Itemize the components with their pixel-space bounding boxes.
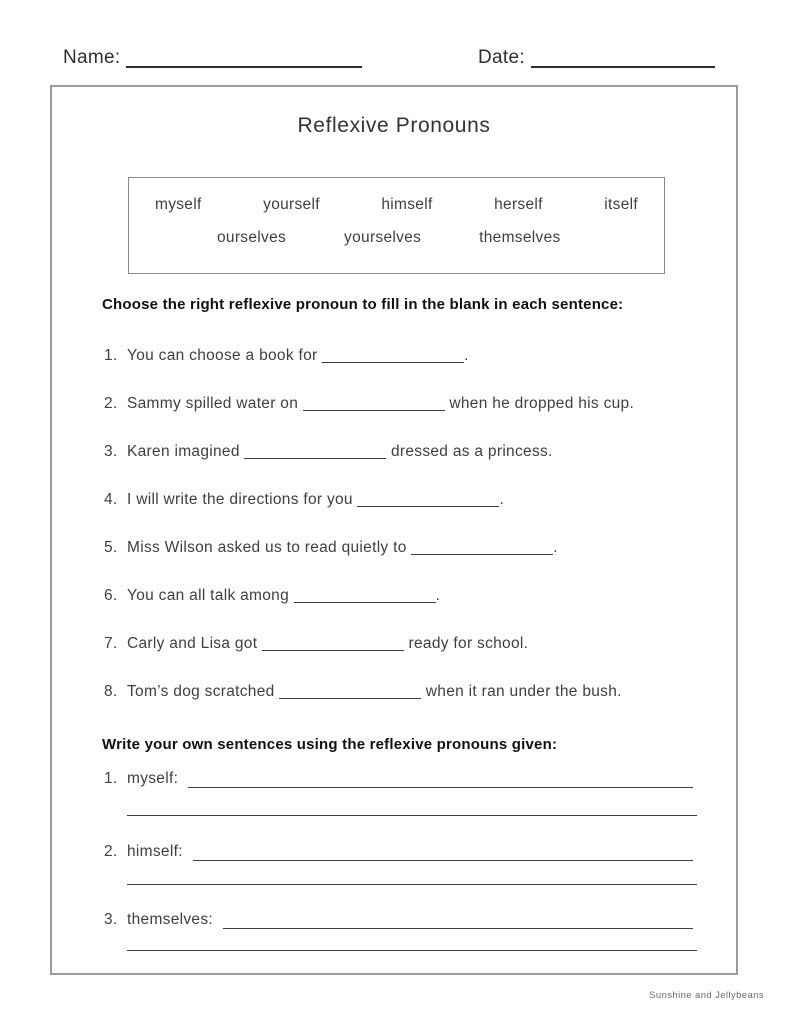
sentence-text-after: dressed as a princess. (386, 443, 553, 460)
word-bank-item: themselves (479, 229, 561, 246)
sentence-text-after: . (464, 347, 469, 364)
sentence-text-before: Karen imagined (127, 443, 245, 460)
date-blank-line (531, 66, 715, 68)
fill-in-blank (411, 541, 553, 555)
fill-in-blank (223, 915, 693, 929)
sentence-text-before: Sammy spilled water on (127, 395, 303, 412)
name-label: Name: (63, 47, 121, 68)
sentence-text-after: . (499, 491, 505, 508)
fill-in-blank (244, 445, 386, 459)
sentence-number: 4. (104, 491, 118, 508)
fill-in-blank (357, 493, 499, 507)
date-field (478, 46, 715, 70)
sentence-number: 5. (104, 539, 118, 556)
word-bank-item: yourself (263, 196, 320, 213)
sentence-text-after: when he dropped his cup. (444, 395, 635, 412)
sentence-6 (104, 587, 720, 605)
worksheet-body (50, 85, 738, 975)
sentence-text-after: . (435, 587, 441, 604)
name-blank-line (126, 66, 362, 68)
word-bank-item: himself (381, 196, 433, 213)
sentence-number: 7. (104, 635, 118, 652)
word-bank-item: ourselves (217, 229, 287, 246)
pronoun-label: themselves: (127, 911, 213, 928)
continuation-line (127, 950, 697, 951)
sentence-number: 3. (104, 911, 118, 928)
fill-in-blank (193, 847, 693, 861)
name-field (63, 46, 362, 70)
sentence-text-after: when it ran under the bush. (421, 683, 622, 700)
sentence-text-after: . (553, 539, 558, 556)
continuation-line (127, 815, 697, 816)
pronoun-label: himself: (127, 843, 183, 860)
section2-instruction: Write your own sentences using the reflexive pronouns given: (102, 736, 558, 753)
sentence-1 (104, 347, 720, 365)
fill-in-blank (279, 685, 421, 699)
word-bank-item: herself (494, 196, 543, 213)
section1-instruction: Choose the right reflexive pronoun to fill in the blank in each sentence: (102, 296, 624, 313)
pronoun-label: myself: (127, 770, 179, 787)
fill-in-blank (188, 774, 693, 788)
word-bank-item: myself (155, 196, 202, 213)
sentence-number: 2. (104, 395, 118, 412)
sentence-5 (104, 539, 720, 557)
fill-in-blank (262, 637, 404, 651)
sentence-text-before: You can all talk among (127, 587, 294, 604)
sentence-4 (104, 491, 720, 509)
date-label: Date: (478, 47, 525, 68)
sentence-3 (104, 443, 720, 461)
sentence-text-before: Carly and Lisa got (127, 635, 262, 652)
page-title: Reflexive Pronouns (297, 114, 491, 137)
word-bank-row-2 (129, 229, 664, 247)
sentence-number: 6. (104, 587, 118, 604)
continuation-line (127, 884, 697, 885)
own-sentence-2 (104, 843, 693, 861)
credit-text: Sunshine and Jellybeans (649, 990, 764, 1001)
sentence-number: 1. (104, 770, 118, 787)
sentence-8 (104, 683, 720, 701)
fill-in-blank (303, 397, 445, 411)
sentence-text-before: Tom’s dog scratched (127, 683, 280, 700)
sentence-number: 2. (104, 843, 118, 860)
own-sentence-1 (104, 770, 693, 788)
sentence-number: 8. (104, 683, 118, 700)
sentence-7 (104, 635, 720, 653)
sentence-text-before: You can choose a book for (127, 347, 323, 364)
word-bank-item: yourselves (344, 229, 422, 246)
sentence-2 (104, 395, 720, 413)
sentence-number: 1. (104, 347, 118, 364)
word-bank-row-1 (129, 178, 664, 214)
sentence-text-before: Miss Wilson asked us to read quietly to (127, 539, 412, 556)
own-sentence-3 (104, 911, 693, 929)
sentence-text-before: I will write the directions for you (127, 491, 358, 508)
sentence-text-after: ready for school. (403, 635, 529, 652)
fill-in-blank (294, 589, 436, 603)
word-bank-item: itself (604, 196, 638, 213)
word-bank (128, 177, 665, 274)
fill-in-blank (322, 349, 464, 363)
sentence-number: 3. (104, 443, 118, 460)
